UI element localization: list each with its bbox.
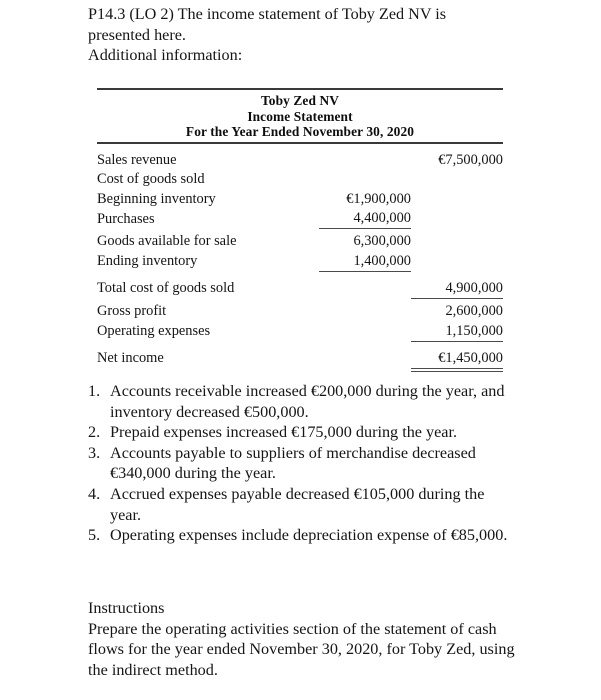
- statement-title: Income Statement: [247, 108, 353, 124]
- list-item-number: 2.: [88, 423, 101, 442]
- instructions-section: [88, 598, 519, 680]
- problem-intro: [88, 4, 512, 66]
- row-mid-value: [319, 272, 411, 299]
- statement-heading-rule: [97, 142, 503, 144]
- income-statement: [97, 88, 503, 369]
- statement-heading: [97, 90, 503, 142]
- row-right-value: €7,500,000: [438, 151, 503, 168]
- table-row: [97, 229, 503, 252]
- row-label: Ending inventory: [97, 253, 198, 270]
- table-row: [97, 322, 503, 342]
- additional-information-list: [88, 381, 514, 546]
- list-item: [88, 381, 514, 422]
- row-right-value: [411, 229, 503, 252]
- list-item-number: 4.: [88, 484, 101, 503]
- table-row: [97, 252, 503, 272]
- statement-company-name: Toby Zed NV: [261, 93, 339, 108]
- table-row: [97, 299, 503, 322]
- instructions-body: Prepare the operating activities section of the statement of cash flows for the year ended November 30, 2020, for Toby Zed, using the indirect method.: [88, 619, 519, 679]
- row-right-value: 2,600,000: [445, 303, 503, 320]
- table-row: [97, 209, 503, 229]
- row-label: Sales revenue: [97, 151, 177, 168]
- row-label: Total cost of goods sold: [97, 280, 235, 297]
- row-mid-value: 6,300,000: [353, 233, 411, 250]
- list-item-text: Accounts payable to suppliers of merchandise decreased €340,000 during the year.: [110, 443, 476, 483]
- row-mid-value: 1,400,000: [319, 252, 411, 272]
- table-row: [97, 272, 503, 299]
- list-item-text: Accrued expenses payable decreased €105,000 during the year.: [110, 484, 485, 524]
- row-label: Gross profit: [97, 303, 167, 320]
- row-right-value: [411, 190, 503, 209]
- table-row: [97, 151, 503, 170]
- row-right-value: [411, 170, 503, 189]
- problem-intro-line-2: presented here.: [88, 25, 186, 44]
- row-label: Operating expenses: [97, 323, 211, 340]
- list-item-text: Operating expenses include depreciation expense of €85,000.: [110, 526, 508, 545]
- row-mid-value: [319, 170, 411, 189]
- list-item: [88, 525, 514, 546]
- list-item-number: 1.: [88, 382, 101, 400]
- list-item: [88, 443, 514, 484]
- list-item: [88, 422, 514, 443]
- list-item-text: Prepaid expenses increased €175,000 during the year.: [110, 423, 458, 442]
- table-row: [97, 190, 503, 209]
- income-statement-table: [97, 151, 503, 370]
- row-right-value: [411, 252, 503, 272]
- row-right-value: 1,150,000: [411, 322, 503, 342]
- instructions-heading: Instructions: [88, 599, 165, 617]
- row-label: Beginning inventory: [97, 190, 216, 207]
- row-label: Net income: [97, 350, 164, 367]
- row-right-value: €1,450,000: [411, 341, 503, 368]
- list-item-text: Accounts receivable increased €200,000 during the year, and inventory decreased €500,000.: [110, 382, 505, 421]
- row-right-value: 4,900,000: [411, 272, 503, 299]
- row-mid-value: 4,400,000: [319, 209, 411, 229]
- statement-period: For the Year Ended November 30, 2020: [185, 124, 415, 140]
- row-label: Goods available for sale: [97, 233, 237, 250]
- row-mid-value: [319, 341, 411, 368]
- row-right-value: [411, 209, 503, 229]
- list-item-number: 3.: [88, 443, 101, 462]
- list-item-number: 5.: [88, 526, 101, 545]
- table-row: [97, 170, 503, 189]
- row-mid-value: €1,900,000: [346, 190, 411, 207]
- row-mid-value: [319, 151, 411, 170]
- list-item: [88, 484, 514, 525]
- problem-intro-line-3: Additional information:: [88, 46, 243, 64]
- row-mid-value: [319, 299, 411, 322]
- row-label: Purchases: [97, 210, 155, 227]
- table-row: [97, 341, 503, 368]
- row-label: Cost of goods sold: [97, 171, 205, 188]
- row-mid-value: [319, 322, 411, 342]
- problem-intro-line-1: P14.3 (LO 2) The income statement of Toby Zed NV is: [88, 5, 447, 23]
